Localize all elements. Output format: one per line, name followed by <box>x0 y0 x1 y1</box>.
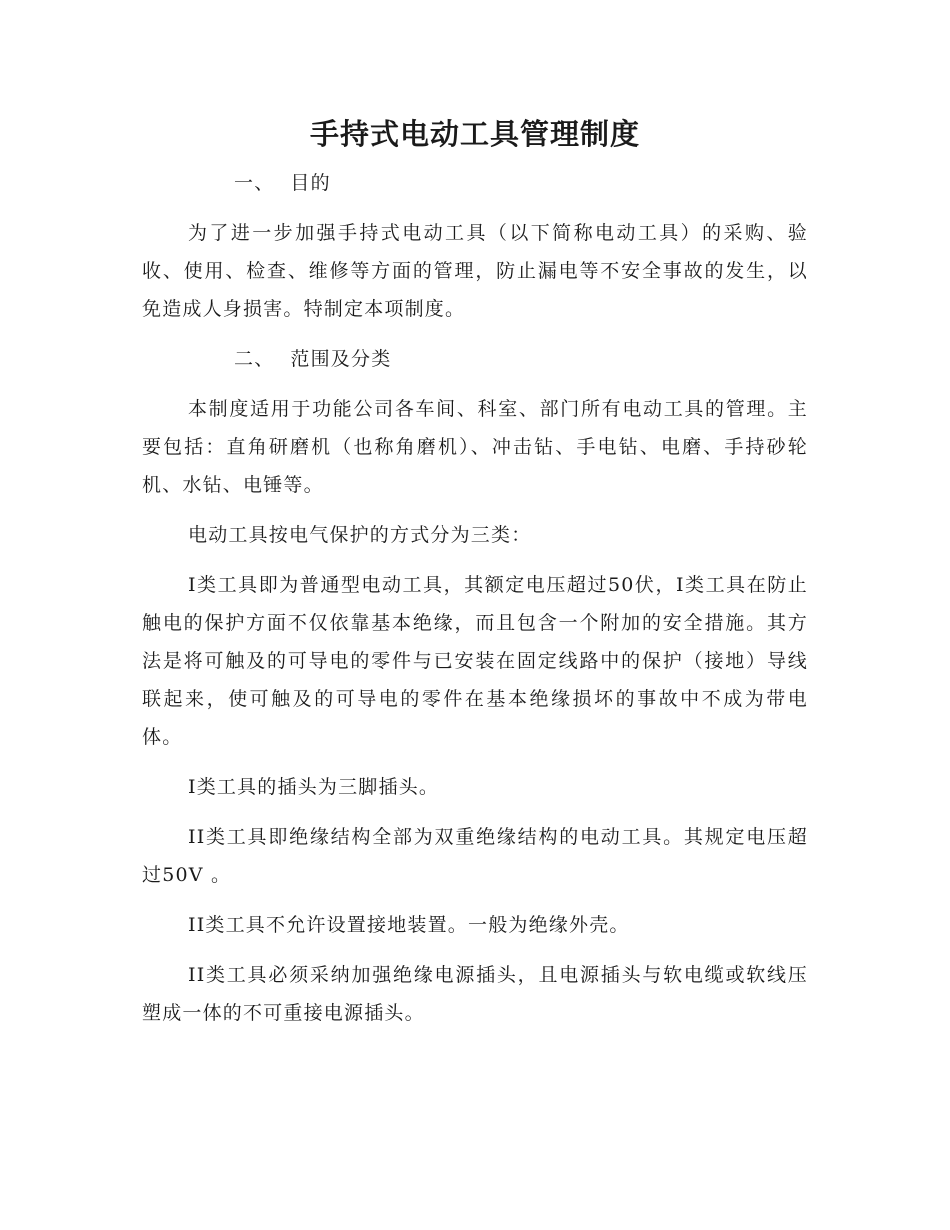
paragraph-purpose: 为了进一步加强手持式电动工具（以下简称电动工具）的采购、验收、使用、检查、维修等方面的管理，防止漏电等不安全事故的发生，以免造成人身损害。特制定本项制度。 <box>142 222 808 320</box>
section-heading-scope <box>142 340 808 378</box>
paragraph-class-one-definition: Ⅰ类工具即为普通型电动工具，其额定电压超过50伏，Ⅰ类工具在防止触电的保护方面不仅依靠基本绝缘，而且包含一个附加的安全措施。其方法是将可触及的可导电的零件与已安装在固定线路中的保护（接地）导线联起来，使可触及的可导电的零件在基本绝缘损坏的事故中不成为带电体。 <box>142 574 808 748</box>
section-heading-purpose <box>142 164 808 202</box>
paragraph-class-two-grounding: II类工具不允许设置接地装置。一般为绝缘外壳。 <box>188 914 630 936</box>
paragraph-class-two-definition: II类工具即绝缘结构全部为双重绝缘结构的电动工具。其规定电压超过50V 。 <box>142 826 808 886</box>
paragraph-scope: 本制度适用于功能公司各车间、科室、部门所有电动工具的管理。主要包括：直角研磨机（也称角磨机）、冲击钻、手电钻、电磨、手持砂轮机、水钻、电锤等。 <box>142 398 808 496</box>
document-body <box>142 164 808 1044</box>
section-number: 二、 <box>234 348 275 370</box>
paragraph-class-one-plug: Ⅰ类工具的插头为三脚插头。 <box>188 776 440 798</box>
paragraph-classification-intro: 电动工具按电气保护的方式分为三类： <box>188 524 532 546</box>
section-number: 一、 <box>234 172 275 194</box>
section-heading-text: 范围及分类 <box>290 348 392 370</box>
section-heading-text: 目的 <box>290 172 331 194</box>
paragraph-class-two-plug: II类工具必须采纳加强绝缘电源插头，且电源插头与软电缆或软线压塑成一体的不可重接电源插头。 <box>142 964 808 1024</box>
document-title: 手持式电动工具管理制度 <box>309 117 640 151</box>
